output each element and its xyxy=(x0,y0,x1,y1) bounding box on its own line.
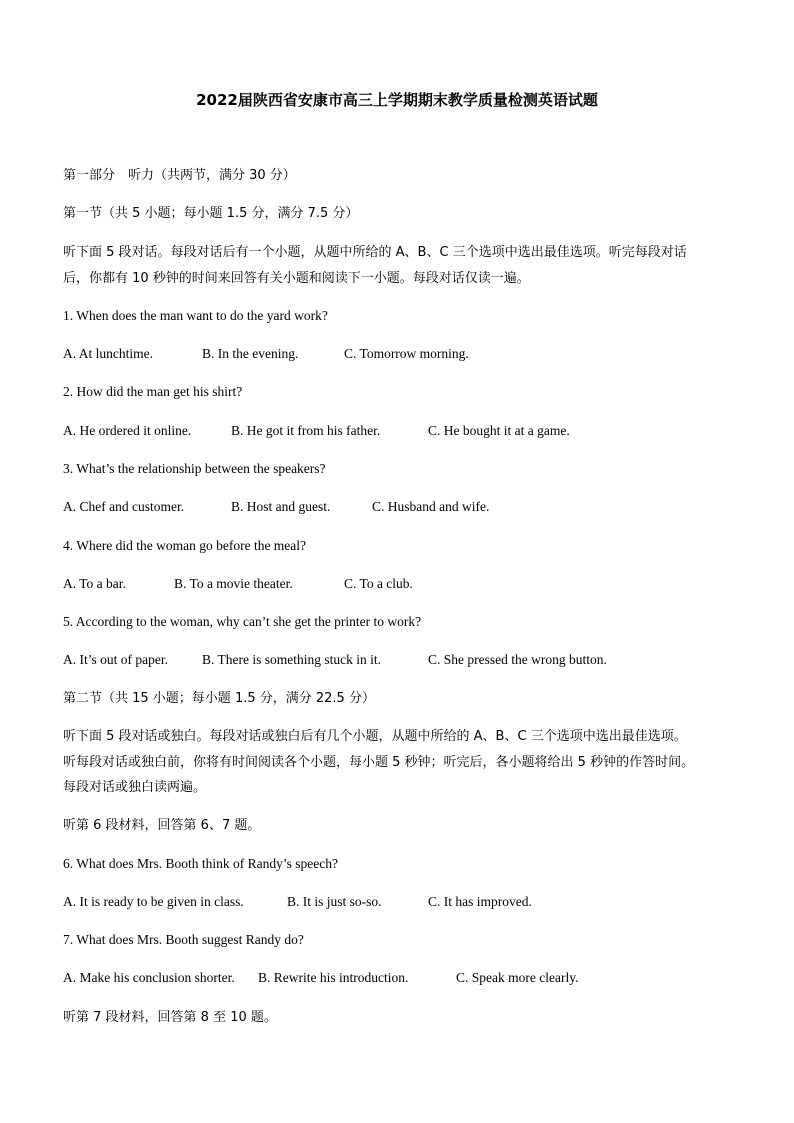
option-c: C. Husband and wife. xyxy=(372,499,490,514)
option-c: C. She pressed the wrong button. xyxy=(428,652,607,667)
question-stem-4: 4. Where did the woman go before the meal? xyxy=(63,538,307,553)
section1-instructions-line-1: 听下面 5 段对话。每段对话后有一个小题，从题中所给的 A、B、C 三个选项中选出最佳选项。听完每段对话 xyxy=(63,245,687,260)
option-c: C. To a club. xyxy=(344,576,413,591)
option-b: B. It is just so-so. xyxy=(287,894,382,909)
material-7-heading: 听第 7 段材料，回答第 8 至 10 题。 xyxy=(63,1010,277,1025)
option-c: C. Tomorrow morning. xyxy=(344,346,469,361)
option-b: B. In the evening. xyxy=(202,346,299,361)
section1-instructions-line-2: 后，你都有 10 秒钟的时间来回答有关小题和阅读下一小题。每段对话仅读一遍。 xyxy=(63,271,530,286)
section1-heading: 第一节（共 5 小题；每小题 1.5 分，满分 7.5 分） xyxy=(63,206,359,221)
question-options-4 xyxy=(63,575,743,593)
question-stem-2: 2. How did the man get his shirt? xyxy=(63,384,243,399)
section2-heading: 第二节（共 15 小题；每小题 1.5 分，满分 22.5 分） xyxy=(63,691,375,706)
option-b: B. To a movie theater. xyxy=(174,576,293,591)
option-c: C. Speak more clearly. xyxy=(456,970,579,985)
option-a: A. At lunchtime. xyxy=(63,346,153,361)
question-options-3 xyxy=(63,498,743,516)
question-stem-1: 1. When does the man want to do the yard work? xyxy=(63,308,328,323)
question-options-6 xyxy=(63,893,743,911)
option-b: B. Host and guest. xyxy=(231,499,331,514)
option-a: A. It is ready to be given in class. xyxy=(63,894,244,909)
page-title: 2022届陕西省安康市高三上学期期末教学质量检测英语试题 xyxy=(196,91,598,109)
question-options-2 xyxy=(63,422,743,440)
option-c: C. It has improved. xyxy=(428,894,532,909)
question-options-7 xyxy=(63,969,743,987)
section2-instructions-line-2: 听每段对话或独白前，你将有时间阅读各个小题，每小题 5 秒钟；听完后，各小题将给出 5 秒钟的作答时间。 xyxy=(63,755,695,770)
question-options-1 xyxy=(63,345,743,363)
question-options-5 xyxy=(63,651,743,669)
question-stem-6: 6. What does Mrs. Booth think of Randy’s speech? xyxy=(63,856,338,871)
question-stem-5: 5. According to the woman, why can’t she get the printer to work? xyxy=(63,614,422,629)
option-b: B. He got it from his father. xyxy=(231,423,381,438)
option-a: A. He ordered it online. xyxy=(63,423,192,438)
option-b: B. There is something stuck in it. xyxy=(202,652,381,667)
option-a: A. Chef and customer. xyxy=(63,499,185,514)
option-a: A. It’s out of paper. xyxy=(63,652,168,667)
option-c: C. He bought it at a game. xyxy=(428,423,570,438)
option-a: A. Make his conclusion shorter. xyxy=(63,970,235,985)
section2-instructions-line-1: 听下面 5 段对话或独白。每段对话或独白后有几个小题，从题中所给的 A、B、C 三个选项中选出最佳选项。 xyxy=(63,729,687,744)
option-a: A. To a bar. xyxy=(63,576,126,591)
question-stem-7: 7. What does Mrs. Booth suggest Randy do? xyxy=(63,932,304,947)
part1-heading: 第一部分 听力（共两节，满分 30 分） xyxy=(63,168,296,183)
option-b: B. Rewrite his introduction. xyxy=(258,970,409,985)
section2-instructions-line-3: 每段对话或独白读两遍。 xyxy=(63,780,207,795)
material-6-heading: 听第 6 段材料，回答第 6、7 题。 xyxy=(63,818,261,833)
question-stem-3: 3. What’s the relationship between the speakers? xyxy=(63,461,326,476)
